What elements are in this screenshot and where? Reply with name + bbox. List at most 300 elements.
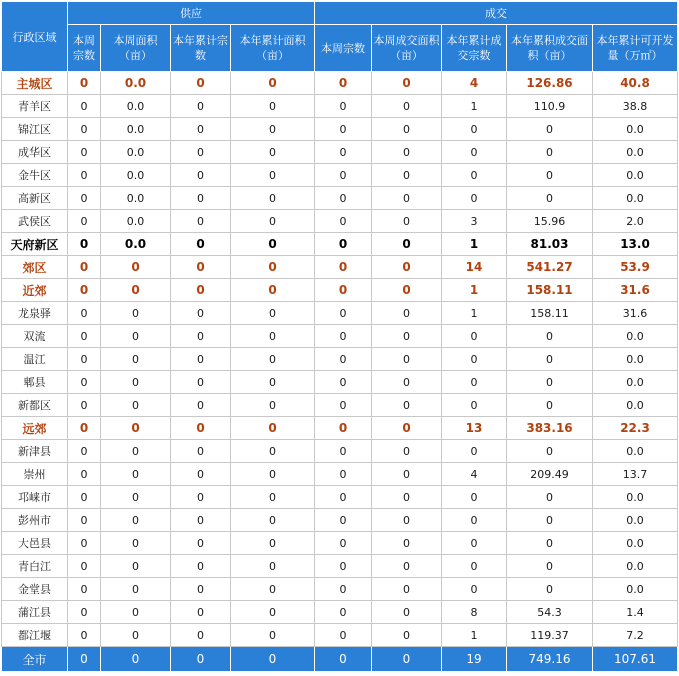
value-cell: 0 (315, 348, 372, 371)
col-header: 本年累计成交宗数 (442, 25, 507, 72)
value-cell: 0 (507, 555, 593, 578)
table-row (2, 348, 678, 371)
region-name-cell: 邛崃市 (2, 486, 68, 509)
table-row (2, 463, 678, 486)
value-cell: 0 (315, 256, 372, 279)
value-cell: 0 (442, 164, 507, 187)
total-cell: 0 (315, 647, 372, 672)
value-cell: 0 (372, 486, 442, 509)
value-cell: 0 (372, 555, 442, 578)
region-name-cell: 崇州 (2, 463, 68, 486)
value-cell: 0 (315, 141, 372, 164)
land-market-table (1, 1, 678, 672)
total-row (2, 647, 678, 672)
value-cell: 0 (315, 72, 372, 95)
value-cell: 0 (171, 578, 231, 601)
value-cell: 1 (442, 233, 507, 256)
region-name-cell: 新津县 (2, 440, 68, 463)
value-cell: 0.0 (593, 509, 678, 532)
value-cell: 0 (507, 509, 593, 532)
col-header: 本年累积成交面积（亩） (507, 25, 593, 72)
value-cell: 22.3 (593, 417, 678, 440)
table-row (2, 532, 678, 555)
value-cell: 0 (68, 509, 101, 532)
value-cell: 0 (507, 187, 593, 210)
value-cell: 0 (442, 532, 507, 555)
region-name-cell: 蒲江县 (2, 601, 68, 624)
value-cell: 0.0 (101, 233, 171, 256)
value-cell: 0 (315, 371, 372, 394)
value-cell: 0 (68, 72, 101, 95)
value-cell: 0 (231, 279, 315, 302)
region-name-cell: 金牛区 (2, 164, 68, 187)
value-cell: 0 (231, 394, 315, 417)
col-header: 本周成交面积（亩） (372, 25, 442, 72)
value-cell: 0.0 (593, 325, 678, 348)
value-cell: 0 (231, 72, 315, 95)
value-cell: 0 (315, 95, 372, 118)
value-cell: 383.16 (507, 417, 593, 440)
value-cell: 0 (231, 486, 315, 509)
col-header: 本周面积（亩） (101, 25, 171, 72)
value-cell: 0 (68, 141, 101, 164)
value-cell: 0 (372, 624, 442, 647)
value-cell: 0 (231, 95, 315, 118)
value-cell: 0 (315, 486, 372, 509)
value-cell: 0 (231, 440, 315, 463)
table-row (2, 210, 678, 233)
value-cell: 0 (372, 118, 442, 141)
value-cell: 0 (101, 302, 171, 325)
region-name-cell: 锦江区 (2, 118, 68, 141)
value-cell: 15.96 (507, 210, 593, 233)
value-cell: 0 (315, 210, 372, 233)
region-name-cell: 青白江 (2, 555, 68, 578)
value-cell: 0 (68, 486, 101, 509)
value-cell: 40.8 (593, 72, 678, 95)
supply-header: 供应 (68, 2, 315, 25)
value-cell: 0.0 (593, 187, 678, 210)
table-row (2, 509, 678, 532)
value-cell: 0 (231, 325, 315, 348)
value-cell: 0.0 (593, 532, 678, 555)
value-cell: 0 (171, 440, 231, 463)
col-header: 本年累计可开发量（万㎡） (593, 25, 678, 72)
value-cell: 0.0 (101, 118, 171, 141)
value-cell: 0 (171, 394, 231, 417)
value-cell: 0.0 (101, 95, 171, 118)
value-cell: 0.0 (593, 578, 678, 601)
value-cell: 0 (507, 578, 593, 601)
col-header: 本周宗数 (68, 25, 101, 72)
value-cell: 0 (171, 164, 231, 187)
value-cell: 0.0 (593, 555, 678, 578)
region-name-cell: 新都区 (2, 394, 68, 417)
value-cell: 0 (68, 302, 101, 325)
value-cell: 0 (171, 187, 231, 210)
table-row (2, 555, 678, 578)
value-cell: 0 (68, 440, 101, 463)
value-cell: 54.3 (507, 601, 593, 624)
value-cell: 0 (68, 463, 101, 486)
value-cell: 0 (101, 279, 171, 302)
value-cell: 1 (442, 624, 507, 647)
value-cell: 0 (372, 440, 442, 463)
region-name-cell: 彭州市 (2, 509, 68, 532)
value-cell: 0 (171, 532, 231, 555)
value-cell: 0 (68, 279, 101, 302)
table-row (2, 279, 678, 302)
value-cell: 0.0 (593, 118, 678, 141)
table-row (2, 187, 678, 210)
table-row (2, 601, 678, 624)
total-cell: 107.61 (593, 647, 678, 672)
region-name-cell: 高新区 (2, 187, 68, 210)
value-cell: 53.9 (593, 256, 678, 279)
value-cell: 0 (171, 555, 231, 578)
total-cell: 749.16 (507, 647, 593, 672)
table-row (2, 233, 678, 256)
value-cell: 0 (372, 233, 442, 256)
table-row (2, 371, 678, 394)
value-cell: 0 (442, 509, 507, 532)
value-cell: 1 (442, 302, 507, 325)
value-cell: 158.11 (507, 302, 593, 325)
value-cell: 0 (101, 348, 171, 371)
value-cell: 0 (231, 233, 315, 256)
region-name-cell: 近郊 (2, 279, 68, 302)
value-cell: 0 (442, 440, 507, 463)
value-cell: 0 (507, 348, 593, 371)
value-cell: 0 (68, 164, 101, 187)
value-cell: 0 (231, 187, 315, 210)
value-cell: 0 (171, 256, 231, 279)
value-cell: 31.6 (593, 279, 678, 302)
value-cell: 0 (315, 440, 372, 463)
value-cell: 0 (372, 463, 442, 486)
region-name-cell: 都江堰 (2, 624, 68, 647)
value-cell: 0 (171, 302, 231, 325)
value-cell: 0 (507, 141, 593, 164)
region-name-cell: 远郊 (2, 417, 68, 440)
value-cell: 0.0 (101, 72, 171, 95)
value-cell: 0 (315, 463, 372, 486)
table-row (2, 118, 678, 141)
table-row (2, 394, 678, 417)
value-cell: 0 (372, 509, 442, 532)
region-name-cell: 郫县 (2, 371, 68, 394)
value-cell: 0 (231, 118, 315, 141)
table-row (2, 325, 678, 348)
value-cell: 0 (101, 624, 171, 647)
total-cell: 0 (101, 647, 171, 672)
value-cell: 0 (231, 532, 315, 555)
total-cell: 19 (442, 647, 507, 672)
value-cell: 0 (101, 486, 171, 509)
total-cell: 全市 (2, 647, 68, 672)
value-cell: 0.0 (593, 394, 678, 417)
value-cell: 0 (171, 417, 231, 440)
value-cell: 0 (315, 601, 372, 624)
table-row (2, 578, 678, 601)
value-cell: 0 (372, 95, 442, 118)
value-cell: 0 (101, 371, 171, 394)
value-cell: 0 (442, 555, 507, 578)
value-cell: 4 (442, 463, 507, 486)
region-name-cell: 金堂县 (2, 578, 68, 601)
total-cell: 0 (171, 647, 231, 672)
value-cell: 2.0 (593, 210, 678, 233)
value-cell: 0.0 (101, 187, 171, 210)
value-cell: 81.03 (507, 233, 593, 256)
col-header: 本年累计宗数 (171, 25, 231, 72)
value-cell: 0 (315, 578, 372, 601)
total-cell: 0 (68, 647, 101, 672)
value-cell: 0 (372, 371, 442, 394)
value-cell: 0 (101, 417, 171, 440)
value-cell: 0 (231, 624, 315, 647)
value-cell: 158.11 (507, 279, 593, 302)
value-cell: 14 (442, 256, 507, 279)
value-cell: 209.49 (507, 463, 593, 486)
region-name-cell: 主城区 (2, 72, 68, 95)
deal-header: 成交 (315, 2, 678, 25)
value-cell: 0 (507, 118, 593, 141)
value-cell: 0 (507, 164, 593, 187)
value-cell: 38.8 (593, 95, 678, 118)
table-row (2, 624, 678, 647)
total-cell: 0 (372, 647, 442, 672)
value-cell: 0 (231, 601, 315, 624)
value-cell: 0 (171, 486, 231, 509)
value-cell: 0 (68, 601, 101, 624)
value-cell: 0 (372, 164, 442, 187)
value-cell: 0.0 (101, 164, 171, 187)
value-cell: 0 (507, 440, 593, 463)
table-body (2, 72, 678, 647)
value-cell: 0 (68, 624, 101, 647)
value-cell: 0 (171, 141, 231, 164)
value-cell: 0 (231, 348, 315, 371)
value-cell: 1 (442, 279, 507, 302)
value-cell: 0 (171, 210, 231, 233)
table-row (2, 72, 678, 95)
value-cell: 110.9 (507, 95, 593, 118)
value-cell: 0 (507, 371, 593, 394)
region-name-cell: 郊区 (2, 256, 68, 279)
value-cell: 0 (101, 394, 171, 417)
value-cell: 0 (101, 509, 171, 532)
value-cell: 0 (507, 325, 593, 348)
value-cell: 0 (171, 279, 231, 302)
value-cell: 0 (372, 141, 442, 164)
region-header: 行政区域 (2, 2, 68, 72)
value-cell: 3 (442, 210, 507, 233)
value-cell: 0 (231, 463, 315, 486)
value-cell: 0 (372, 325, 442, 348)
value-cell: 0 (372, 187, 442, 210)
value-cell: 0 (315, 624, 372, 647)
table-row (2, 164, 678, 187)
value-cell: 0 (442, 118, 507, 141)
value-cell: 0 (442, 394, 507, 417)
value-cell: 0 (442, 486, 507, 509)
value-cell: 0 (101, 440, 171, 463)
value-cell: 0 (372, 302, 442, 325)
value-cell: 0 (372, 417, 442, 440)
value-cell: 0 (372, 256, 442, 279)
region-name-cell: 双流 (2, 325, 68, 348)
value-cell: 0 (68, 578, 101, 601)
value-cell: 0 (101, 555, 171, 578)
value-cell: 0 (231, 210, 315, 233)
value-cell: 0 (315, 532, 372, 555)
value-cell: 0.0 (593, 348, 678, 371)
value-cell: 0 (507, 532, 593, 555)
value-cell: 0 (171, 509, 231, 532)
table-row (2, 95, 678, 118)
value-cell: 0 (372, 279, 442, 302)
value-cell: 0.0 (593, 486, 678, 509)
value-cell: 0 (372, 72, 442, 95)
value-cell: 13 (442, 417, 507, 440)
value-cell: 0 (315, 555, 372, 578)
value-cell: 0 (101, 256, 171, 279)
value-cell: 0 (68, 325, 101, 348)
value-cell: 0 (315, 509, 372, 532)
table-row (2, 302, 678, 325)
value-cell: 0.0 (593, 371, 678, 394)
value-cell: 0 (68, 233, 101, 256)
value-cell: 4 (442, 72, 507, 95)
value-cell: 0 (442, 578, 507, 601)
value-cell: 1.4 (593, 601, 678, 624)
value-cell: 0 (315, 118, 372, 141)
value-cell: 0 (315, 325, 372, 348)
value-cell: 0 (68, 95, 101, 118)
value-cell: 1 (442, 95, 507, 118)
value-cell: 119.37 (507, 624, 593, 647)
value-cell: 0 (507, 486, 593, 509)
value-cell: 0 (68, 348, 101, 371)
value-cell: 0 (372, 348, 442, 371)
value-cell: 0 (171, 348, 231, 371)
value-cell: 0 (68, 532, 101, 555)
value-cell: 0 (171, 72, 231, 95)
region-name-cell: 龙泉驿 (2, 302, 68, 325)
value-cell: 0 (101, 601, 171, 624)
value-cell: 0 (231, 141, 315, 164)
value-cell: 0 (171, 233, 231, 256)
value-cell: 0 (231, 256, 315, 279)
region-name-cell: 青羊区 (2, 95, 68, 118)
total-cell: 0 (231, 647, 315, 672)
value-cell: 0 (315, 394, 372, 417)
value-cell: 0 (372, 601, 442, 624)
value-cell: 0 (442, 187, 507, 210)
value-cell: 0.0 (593, 440, 678, 463)
value-cell: 0 (231, 509, 315, 532)
value-cell: 0 (231, 417, 315, 440)
value-cell: 0 (231, 164, 315, 187)
value-cell: 0.0 (101, 210, 171, 233)
value-cell: 0 (68, 256, 101, 279)
value-cell: 0 (315, 164, 372, 187)
region-name-cell: 武侯区 (2, 210, 68, 233)
value-cell: 0 (372, 210, 442, 233)
value-cell: 0 (315, 417, 372, 440)
value-cell: 7.2 (593, 624, 678, 647)
value-cell: 0 (315, 233, 372, 256)
table-row (2, 440, 678, 463)
table-row (2, 141, 678, 164)
value-cell: 8 (442, 601, 507, 624)
value-cell: 0 (231, 578, 315, 601)
value-cell: 31.6 (593, 302, 678, 325)
value-cell: 0 (372, 578, 442, 601)
value-cell: 0 (68, 555, 101, 578)
value-cell: 0 (231, 371, 315, 394)
value-cell: 126.86 (507, 72, 593, 95)
value-cell: 0 (372, 394, 442, 417)
value-cell: 0 (315, 302, 372, 325)
value-cell: 0 (68, 394, 101, 417)
value-cell: 0 (68, 210, 101, 233)
value-cell: 0 (171, 325, 231, 348)
value-cell: 0 (171, 95, 231, 118)
value-cell: 13.7 (593, 463, 678, 486)
value-cell: 0 (315, 187, 372, 210)
value-cell: 0 (231, 555, 315, 578)
value-cell: 0 (315, 279, 372, 302)
value-cell: 0 (171, 463, 231, 486)
region-name-cell: 大邑县 (2, 532, 68, 555)
value-cell: 0.0 (101, 141, 171, 164)
value-cell: 0 (101, 463, 171, 486)
col-header: 本周宗数 (315, 25, 372, 72)
value-cell: 0 (68, 371, 101, 394)
value-cell: 0 (372, 532, 442, 555)
table-row (2, 417, 678, 440)
table-row (2, 486, 678, 509)
value-cell: 0.0 (593, 164, 678, 187)
value-cell: 0 (171, 371, 231, 394)
value-cell: 0 (442, 141, 507, 164)
value-cell: 0 (171, 601, 231, 624)
value-cell: 0 (101, 532, 171, 555)
value-cell: 0 (171, 624, 231, 647)
value-cell: 0 (68, 417, 101, 440)
value-cell: 0 (442, 371, 507, 394)
value-cell: 0 (507, 394, 593, 417)
value-cell: 541.27 (507, 256, 593, 279)
region-name-cell: 温江 (2, 348, 68, 371)
value-cell: 0 (68, 187, 101, 210)
region-name-cell: 天府新区 (2, 233, 68, 256)
col-header: 本年累计面积（亩） (231, 25, 315, 72)
value-cell: 0.0 (593, 141, 678, 164)
value-cell: 0 (68, 118, 101, 141)
value-cell: 0 (171, 118, 231, 141)
value-cell: 0 (231, 302, 315, 325)
value-cell: 13.0 (593, 233, 678, 256)
value-cell: 0 (101, 578, 171, 601)
value-cell: 0 (442, 325, 507, 348)
region-name-cell: 成华区 (2, 141, 68, 164)
table-row (2, 256, 678, 279)
value-cell: 0 (442, 348, 507, 371)
value-cell: 0 (101, 325, 171, 348)
